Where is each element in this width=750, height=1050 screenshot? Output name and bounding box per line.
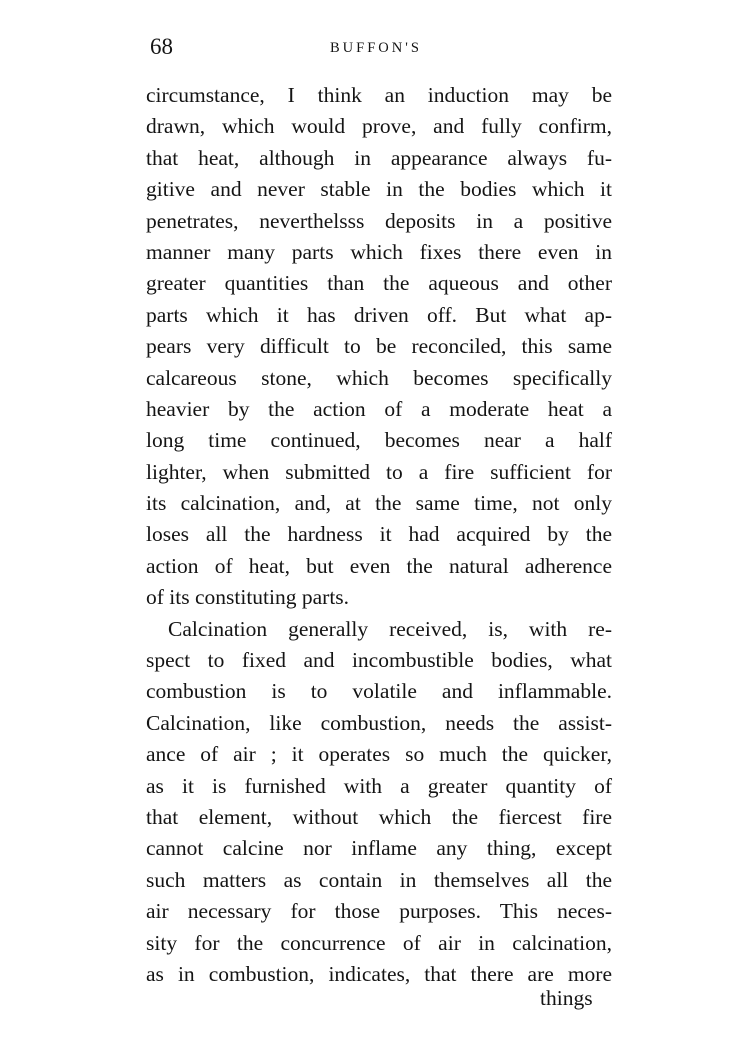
- text-line: long time continued, becomes near a half: [146, 428, 612, 453]
- running-head: BUFFON'S: [330, 40, 422, 56]
- text-line: calcareous stone, which becomes specifically: [146, 365, 612, 390]
- text-line: circumstance, I think an induction may be: [146, 83, 612, 107]
- text-line: combustion is to volatile and inflammable.: [146, 679, 612, 704]
- text-line: that heat, although in appearance always fu-: [146, 145, 612, 170]
- text-line: gitive and never stable in the bodies which it: [146, 177, 612, 202]
- text-line: Calcination, like combustion, needs the assist-: [146, 710, 612, 735]
- text-line: Calcination generally received, is, with re-: [168, 616, 612, 641]
- text-line: ance of air ; it operates so much the quicker,: [146, 742, 612, 767]
- text-line: as in combustion, indicates, that there are more: [146, 961, 612, 986]
- text-line: lighter, when submitted to a fire sufficient for: [146, 459, 612, 484]
- text-line: drawn, which would prove, and fully confirm,: [146, 114, 612, 139]
- text-line: penetrates, neverthelsss deposits in a positive: [146, 208, 612, 233]
- catchword: things: [540, 986, 593, 1010]
- text-line: action of heat, but even the natural adherence: [146, 553, 612, 578]
- text-line: greater quantities than the aqueous and other: [146, 271, 612, 296]
- text-line: of its constituting parts.: [146, 585, 350, 610]
- text-line: its calcination, and, at the same time, not only: [146, 491, 612, 516]
- text-line: spect to fixed and incombustible bodies, what: [146, 648, 612, 673]
- text-line: heavier by the action of a moderate heat a: [146, 396, 612, 421]
- text-line: air necessary for those purposes. This neces-: [146, 899, 612, 924]
- text-line: loses all the hardness it had acquired by the: [146, 522, 612, 547]
- paragraph-1: [146, 80, 612, 614]
- text-line: cannot calcine nor inflame any thing, except: [146, 836, 612, 861]
- text-line: manner many parts which fixes there even in: [146, 239, 612, 264]
- body-text: [146, 80, 612, 990]
- page-number: 68: [150, 34, 173, 59]
- text-line: sity for the concurrence of air in calcination,: [146, 930, 612, 955]
- text-line: as it is furnished with a greater quantity of: [146, 773, 612, 798]
- text-line: parts which it has driven off. But what ap-: [146, 302, 612, 327]
- text-line: that element, without which the fiercest fire: [146, 804, 612, 829]
- text-line: pears very difficult to be reconciled, this same: [146, 334, 612, 359]
- page-header: [0, 34, 750, 64]
- paragraph-2: [146, 614, 612, 991]
- text-line: such matters as contain in themselves all the: [146, 867, 612, 892]
